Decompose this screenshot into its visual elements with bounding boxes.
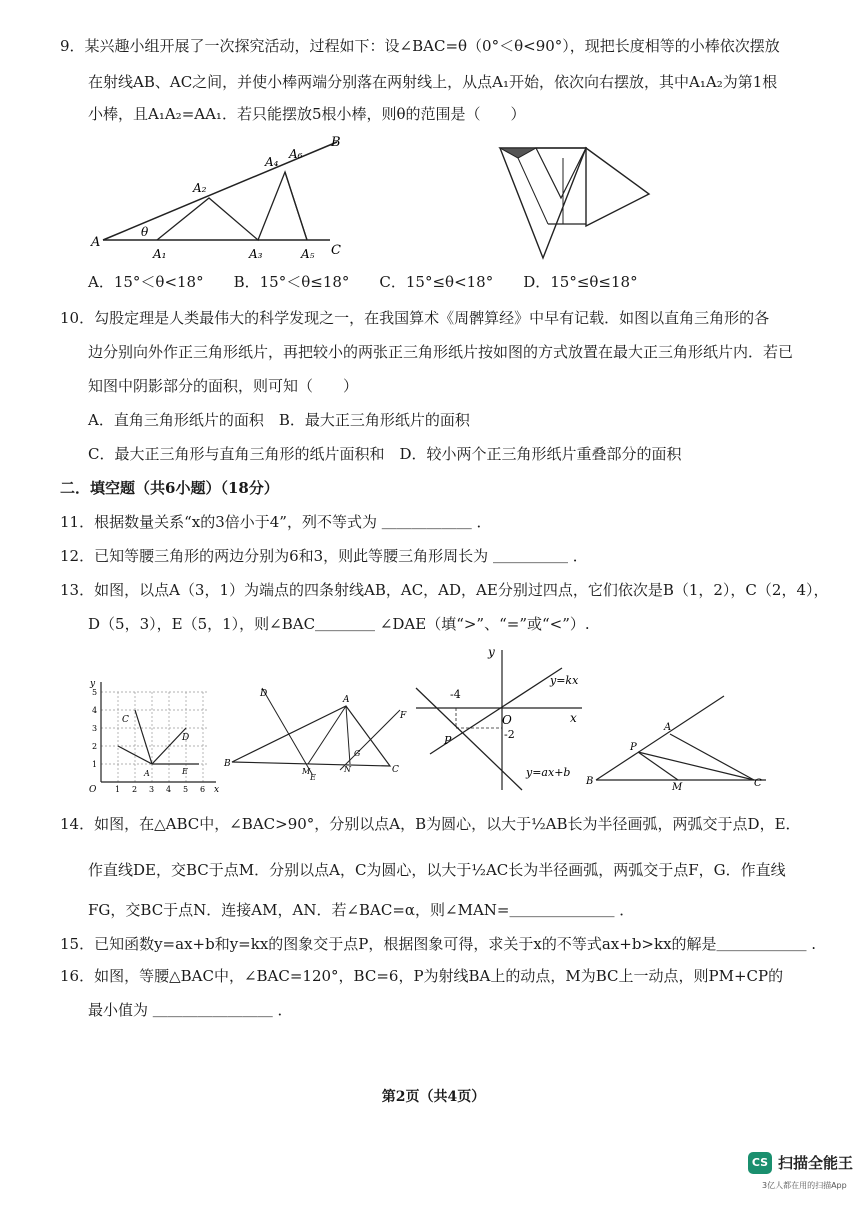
- q16-line1: 16．如图，等腰△BAC中，∠BAC=120°，BC=6，P为射线BA上的动点，M为BC上一动点，则PM+CP的: [60, 967, 784, 985]
- q15: 15．已知函数y=ax+b和y=kx的图象交于点P，根据图象可得，求关于x的不等式ax+b>kx的解是＿＿＿＿＿＿ .: [60, 935, 817, 953]
- scanner-watermark: [748, 1148, 858, 1208]
- q14-line2: 作直线DE，交BC于点M．分别以点A，C为圆心，以大于½AC长为半径画弧，两弧交于点F，G．作直线: [88, 861, 786, 879]
- svg-text:M: M: [672, 782, 683, 793]
- q15-figure: [410, 644, 590, 794]
- svg-text:B: B: [224, 759, 231, 769]
- svg-text:F: F: [400, 711, 407, 721]
- q14-figure: [222, 682, 412, 782]
- section-title: 二．填空题（共6小题）（18分）: [60, 479, 279, 497]
- svg-text:P: P: [444, 734, 452, 747]
- svg-text:A: A: [343, 695, 350, 705]
- svg-text:1: 1: [92, 760, 98, 769]
- svg-text:3: 3: [149, 785, 155, 794]
- scanner-logo-tagline: 3亿人都在用的扫描App: [762, 1181, 847, 1190]
- svg-text:A: A: [664, 722, 672, 733]
- svg-text:M: M: [302, 767, 311, 776]
- svg-text:E: E: [182, 767, 188, 776]
- page-footer: 第2页（共4页）: [381, 1089, 486, 1105]
- svg-text:y=ax+b: y=ax+b: [526, 766, 571, 779]
- q13-line1: 13．如图，以点A（3，1）为端点的四条射线AB，AC，AD，AE分别过四点，它们依次是B（1，2），C（2，4），: [60, 581, 829, 599]
- svg-text:1: 1: [115, 785, 121, 794]
- q9-line3: 小棒，且A₁A₂=AA₁．若只能摆放5根小棒，则θ的范围是（ ）: [88, 105, 526, 123]
- q10-options-cd: C．最大正三角形与直角三角形的纸片面积和 D．较小两个正三角形纸片重叠部分的面积: [88, 445, 682, 463]
- q9-line2: 在射线AB、AC之间，并使小棒两端分别落在两射线上，从点A₁开始，依次向右摆放，其中A₁A₂为第1根: [88, 73, 778, 91]
- svg-text:5: 5: [92, 688, 98, 697]
- q10-line1: 10．勾股定理是人类最伟大的科学发现之一，在我国算术《周髀算经》中早有记载．如图以直角三角形的各: [60, 309, 770, 327]
- svg-text:-4: -4: [450, 688, 461, 701]
- svg-text:2: 2: [132, 785, 138, 794]
- q10-line2: 边分别向外作正三角形纸片，再把较小的两张正三角形纸片按如图的方式放置在最大正三角形纸片内．若已: [88, 343, 794, 361]
- svg-text:O: O: [89, 785, 97, 795]
- q16-line2: 最小值为 ＿＿＿＿＿＿＿＿ ．: [88, 1001, 293, 1019]
- q9-label-A2: A₂: [193, 181, 207, 195]
- q9-label-A4: A₄: [265, 155, 279, 169]
- svg-text:y=kx: y=kx: [550, 674, 579, 687]
- q16-figure: [584, 690, 784, 793]
- q9-label-A: A: [91, 235, 101, 250]
- svg-text:3: 3: [92, 724, 98, 733]
- q11: 11．根据数量关系“x的3倍小于4”，列不等式为 ＿＿＿＿＿＿ ．: [60, 513, 492, 531]
- svg-text:y: y: [90, 679, 96, 689]
- q13-figure: [84, 672, 224, 794]
- scanner-logo-name: 扫描全能王: [778, 1154, 854, 1172]
- q9-figure: [85, 130, 355, 260]
- svg-text:y: y: [488, 645, 495, 659]
- q9-label-A3: A₃: [249, 247, 263, 261]
- svg-text:4: 4: [92, 706, 98, 715]
- q12: 12．已知等腰三角形的两边分别为6和3，则此等腰三角形周长为 ＿＿＿＿＿ ．: [60, 547, 588, 565]
- svg-text:C: C: [754, 778, 762, 789]
- svg-text:-2: -2: [504, 728, 515, 741]
- q9-line1: 9．某兴趣小组开展了一次探究活动，过程如下：设∠BAC=θ（0°＜θ<90°），现把长度相等的小棒依次摆放: [60, 37, 780, 55]
- svg-text:6: 6: [200, 785, 206, 794]
- svg-text:x: x: [570, 711, 577, 725]
- svg-text:x: x: [214, 785, 220, 795]
- q14-line3: FG，交BC于点N．连接AM，AN．若∠BAC=α，则∠MAN=＿＿＿＿＿＿＿ ．: [88, 901, 635, 919]
- svg-text:O: O: [502, 713, 512, 727]
- q14-line1: 14．如图，在△ABC中，∠BAC>90°，分别以点A，B为圆心，以大于½AB长为半径画弧，两弧交于点D，E．: [60, 815, 801, 833]
- q9-options: A．15°＜θ<18° B．15°＜θ≤18° C．15°≤θ<18° D．15°≤θ≤18°: [88, 273, 638, 291]
- svg-text:4: 4: [166, 785, 172, 794]
- q10-line3: 知图中阴影部分的面积，则可知（ ）: [88, 377, 359, 395]
- svg-text:B: B: [586, 776, 594, 787]
- q10-options-ab: A．直角三角形纸片的面积 B．最大正三角形纸片的面积: [88, 411, 470, 429]
- svg-text:G: G: [354, 749, 361, 758]
- q9-label-A6: A₆: [289, 147, 303, 161]
- svg-text:C: C: [392, 765, 399, 775]
- q9-label-C: C: [331, 243, 341, 258]
- svg-text:C: C: [122, 715, 129, 725]
- svg-text:D: D: [182, 733, 190, 743]
- svg-text:2: 2: [92, 742, 98, 751]
- svg-text:5: 5: [183, 785, 189, 794]
- q9-label-A1: A₁: [153, 247, 167, 261]
- svg-text:D: D: [260, 689, 268, 699]
- svg-text:N: N: [344, 765, 351, 774]
- q13-line2: D（5，3），E（5，1），则∠BAC＿＿＿＿ ∠DAE（填“>”、“=”或“<”）.: [88, 615, 590, 633]
- svg-text:A: A: [144, 769, 150, 778]
- q9-label-theta: θ: [141, 225, 149, 239]
- q10-figure: [498, 146, 653, 261]
- q9-label-B: B: [331, 135, 341, 150]
- svg-text:E: E: [310, 773, 316, 782]
- scanner-logo-icon: CS: [748, 1152, 772, 1174]
- svg-text:P: P: [630, 742, 637, 753]
- q9-label-A5: A₅: [301, 247, 315, 261]
